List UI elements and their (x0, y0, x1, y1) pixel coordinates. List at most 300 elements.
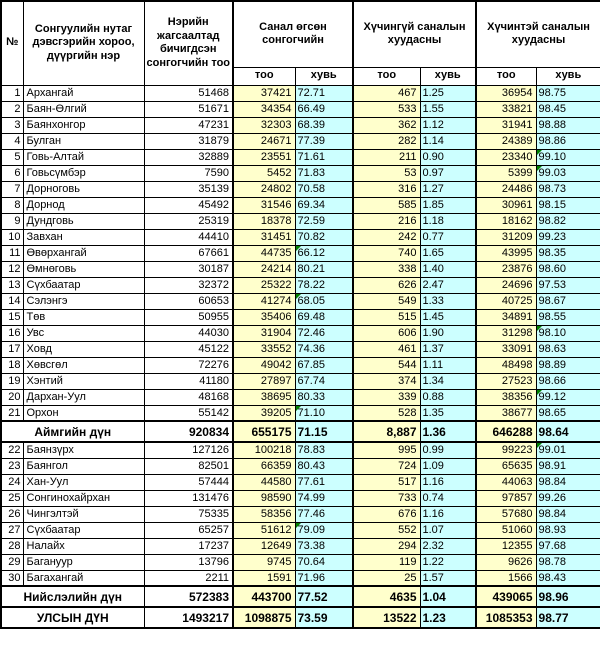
cell-invalid-percent[interactable]: 1.36 (420, 421, 476, 442)
cell-valid-percent[interactable]: 97.53 (536, 277, 600, 293)
cell-row-number[interactable]: 3 (1, 117, 23, 133)
cell-row-number[interactable]: 29 (1, 554, 23, 570)
cell-invalid-count[interactable]: 362 (353, 117, 420, 133)
subheader-invalid-percent[interactable]: хувь (420, 67, 476, 85)
cell-voted-count[interactable]: 44735 (233, 245, 295, 261)
cell-voted-count[interactable]: 39205 (233, 405, 295, 421)
cell-row-number[interactable]: 16 (1, 325, 23, 341)
cell-voted-count[interactable]: 9745 (233, 554, 295, 570)
cell-invalid-percent[interactable]: 1.55 (420, 101, 476, 117)
cell-voted-percent[interactable]: 70.58 (295, 181, 353, 197)
cell-valid-percent[interactable]: 98.55 (536, 309, 600, 325)
cell-row-number[interactable]: 7 (1, 181, 23, 197)
cell-row-number[interactable]: 1 (1, 85, 23, 101)
cell-voted-percent[interactable]: 69.34 (295, 197, 353, 213)
cell-row-number[interactable]: 11 (1, 245, 23, 261)
cell-district-name[interactable]: Дорнод (23, 197, 144, 213)
cell-voted-count[interactable]: 44580 (233, 474, 295, 490)
cell-voted-count[interactable]: 31451 (233, 229, 295, 245)
cell-valid-count[interactable]: 33821 (476, 101, 536, 117)
cell-invalid-count[interactable]: 294 (353, 538, 420, 554)
cell-district-name[interactable]: Баян-Өлгий (23, 101, 144, 117)
cell-district-name[interactable]: Дархан-Уул (23, 389, 144, 405)
cell-valid-count[interactable]: 38356 (476, 389, 536, 405)
cell-registered-voters[interactable]: 31879 (144, 133, 233, 149)
header-cell-district-name[interactable]: Сонгуулийн нутаг дэвсгэрийн хороо, дүүргийн нэр (23, 1, 144, 85)
cell-valid-count[interactable]: 65635 (476, 458, 536, 474)
cell-row-number[interactable]: 22 (1, 442, 23, 458)
cell-registered-voters[interactable]: 57444 (144, 474, 233, 490)
cell-district-name[interactable]: Баянзүрх (23, 442, 144, 458)
cell-registered-voters[interactable]: 75335 (144, 506, 233, 522)
cell-valid-percent[interactable]: 98.89 (536, 357, 600, 373)
cell-valid-percent[interactable]: 98.84 (536, 474, 600, 490)
cell-valid-count[interactable]: 5399 (476, 165, 536, 181)
cell-invalid-percent[interactable]: 1.16 (420, 474, 476, 490)
cell-invalid-count[interactable]: 119 (353, 554, 420, 570)
cell-invalid-percent[interactable]: 0.99 (420, 442, 476, 458)
cell-voted-percent[interactable]: 80.33 (295, 389, 353, 405)
cell-valid-count[interactable]: 31209 (476, 229, 536, 245)
cell-registered-voters[interactable]: 65257 (144, 522, 233, 538)
header-cell-num[interactable]: № (1, 1, 23, 85)
cell-voted-percent[interactable]: 66.49 (295, 101, 353, 117)
cell-valid-percent[interactable]: 98.88 (536, 117, 600, 133)
cell-row-number[interactable]: 6 (1, 165, 23, 181)
cell-voted-count[interactable]: 98590 (233, 490, 295, 506)
cell-district-name[interactable]: Говь-Алтай (23, 149, 144, 165)
cell-voted-percent[interactable]: 79.09 (295, 522, 353, 538)
cell-registered-voters[interactable]: 44030 (144, 325, 233, 341)
cell-valid-count[interactable]: 31298 (476, 325, 536, 341)
cell-voted-percent[interactable]: 78.22 (295, 277, 353, 293)
cell-voted-count[interactable]: 31904 (233, 325, 295, 341)
cell-row-number[interactable]: 14 (1, 293, 23, 309)
cell-district-name[interactable]: Ховд (23, 341, 144, 357)
cell-row-number[interactable]: 15 (1, 309, 23, 325)
cell-registered-voters[interactable]: 13796 (144, 554, 233, 570)
cell-district-name[interactable]: Говьсүмбэр (23, 165, 144, 181)
cell-voted-count[interactable]: 33552 (233, 341, 295, 357)
cell-voted-count[interactable]: 655175 (233, 421, 295, 442)
cell-valid-count[interactable]: 1085353 (476, 607, 536, 628)
cell-district-name[interactable]: Налайх (23, 538, 144, 554)
cell-invalid-count[interactable]: 517 (353, 474, 420, 490)
cell-district-name[interactable]: Увс (23, 325, 144, 341)
cell-invalid-percent[interactable]: 1.65 (420, 245, 476, 261)
cell-valid-count[interactable]: 23340 (476, 149, 536, 165)
cell-registered-voters[interactable]: 51671 (144, 101, 233, 117)
cell-voted-count[interactable]: 1098875 (233, 607, 295, 628)
cell-invalid-percent[interactable]: 1.57 (420, 570, 476, 586)
cell-valid-percent[interactable]: 99.01 (536, 442, 600, 458)
cell-district-name[interactable]: Өмнөговь (23, 261, 144, 277)
cell-invalid-percent[interactable]: 1.40 (420, 261, 476, 277)
cell-invalid-count[interactable]: 461 (353, 341, 420, 357)
cell-invalid-count[interactable]: 533 (353, 101, 420, 117)
subheader-voted-percent[interactable]: хувь (295, 67, 353, 85)
cell-row-number[interactable]: 8 (1, 197, 23, 213)
cell-voted-count[interactable]: 18378 (233, 213, 295, 229)
cell-voted-count[interactable]: 51612 (233, 522, 295, 538)
cell-valid-count[interactable]: 44063 (476, 474, 536, 490)
cell-voted-percent[interactable]: 74.36 (295, 341, 353, 357)
cell-invalid-percent[interactable]: 0.74 (420, 490, 476, 506)
cell-invalid-count[interactable]: 13522 (353, 607, 420, 628)
cell-row-number[interactable]: 17 (1, 341, 23, 357)
cell-voted-percent[interactable]: 67.85 (295, 357, 353, 373)
cell-voted-percent[interactable]: 70.82 (295, 229, 353, 245)
cell-invalid-count[interactable]: 316 (353, 181, 420, 197)
cell-voted-percent[interactable]: 73.38 (295, 538, 353, 554)
cell-invalid-percent[interactable]: 1.09 (420, 458, 476, 474)
cell-voted-count[interactable]: 24214 (233, 261, 295, 277)
cell-invalid-percent[interactable]: 1.37 (420, 341, 476, 357)
cell-invalid-percent[interactable]: 1.11 (420, 357, 476, 373)
cell-district-name[interactable]: Дорноговь (23, 181, 144, 197)
cell-total-label[interactable]: Нийслэлийн дүн (1, 586, 144, 607)
cell-invalid-count[interactable]: 282 (353, 133, 420, 149)
cell-district-name[interactable]: Хэнтий (23, 373, 144, 389)
cell-valid-percent[interactable]: 98.60 (536, 261, 600, 277)
cell-valid-count[interactable]: 33091 (476, 341, 536, 357)
cell-valid-percent[interactable]: 98.45 (536, 101, 600, 117)
cell-row-number[interactable]: 30 (1, 570, 23, 586)
cell-registered-voters[interactable]: 55142 (144, 405, 233, 421)
cell-registered-voters[interactable]: 131476 (144, 490, 233, 506)
cell-registered-voters[interactable]: 25319 (144, 213, 233, 229)
cell-voted-percent[interactable]: 77.46 (295, 506, 353, 522)
cell-district-name[interactable]: Архангай (23, 85, 144, 101)
cell-registered-voters[interactable]: 67661 (144, 245, 233, 261)
cell-district-name[interactable]: Багануур (23, 554, 144, 570)
cell-valid-percent[interactable]: 98.82 (536, 213, 600, 229)
cell-invalid-percent[interactable]: 1.33 (420, 293, 476, 309)
cell-total-label[interactable]: УЛСЫН ДҮН (1, 607, 144, 628)
cell-valid-count[interactable]: 27523 (476, 373, 536, 389)
cell-valid-percent[interactable]: 99.12 (536, 389, 600, 405)
cell-invalid-percent[interactable]: 1.12 (420, 117, 476, 133)
cell-voted-count[interactable]: 58356 (233, 506, 295, 522)
cell-invalid-count[interactable]: 467 (353, 85, 420, 101)
cell-valid-count[interactable]: 24486 (476, 181, 536, 197)
cell-valid-percent[interactable]: 98.78 (536, 554, 600, 570)
cell-invalid-percent[interactable]: 0.90 (420, 149, 476, 165)
header-cell-invalid-ballots-group[interactable]: Хүчингүй саналын хуудасны (353, 1, 476, 67)
cell-valid-count[interactable]: 38677 (476, 405, 536, 421)
cell-row-number[interactable]: 20 (1, 389, 23, 405)
cell-valid-percent[interactable]: 98.43 (536, 570, 600, 586)
subheader-voted-count[interactable]: тоо (233, 67, 295, 85)
cell-voted-count[interactable]: 66359 (233, 458, 295, 474)
cell-voted-count[interactable]: 23551 (233, 149, 295, 165)
cell-row-number[interactable]: 9 (1, 213, 23, 229)
cell-row-number[interactable]: 13 (1, 277, 23, 293)
cell-row-number[interactable]: 27 (1, 522, 23, 538)
cell-voted-count[interactable]: 24802 (233, 181, 295, 197)
cell-voted-percent[interactable]: 68.39 (295, 117, 353, 133)
cell-voted-percent[interactable]: 71.96 (295, 570, 353, 586)
cell-row-number[interactable]: 19 (1, 373, 23, 389)
cell-valid-percent[interactable]: 98.75 (536, 85, 600, 101)
cell-valid-count[interactable]: 30961 (476, 197, 536, 213)
cell-invalid-count[interactable]: 606 (353, 325, 420, 341)
cell-invalid-count[interactable]: 626 (353, 277, 420, 293)
cell-invalid-count[interactable]: 552 (353, 522, 420, 538)
cell-valid-percent[interactable]: 98.93 (536, 522, 600, 538)
cell-district-name[interactable]: Булган (23, 133, 144, 149)
cell-valid-percent[interactable]: 98.15 (536, 197, 600, 213)
cell-voted-count[interactable]: 31546 (233, 197, 295, 213)
cell-invalid-count[interactable]: 53 (353, 165, 420, 181)
cell-row-number[interactable]: 4 (1, 133, 23, 149)
cell-voted-count[interactable]: 34354 (233, 101, 295, 117)
cell-registered-voters[interactable]: 35139 (144, 181, 233, 197)
cell-voted-percent[interactable]: 77.39 (295, 133, 353, 149)
cell-district-name[interactable]: Хан-Уул (23, 474, 144, 490)
cell-registered-voters[interactable]: 45122 (144, 341, 233, 357)
cell-voted-percent[interactable]: 69.48 (295, 309, 353, 325)
cell-registered-voters[interactable]: 572383 (144, 586, 233, 607)
cell-voted-percent[interactable]: 71.61 (295, 149, 353, 165)
cell-voted-percent[interactable]: 77.61 (295, 474, 353, 490)
cell-registered-voters[interactable]: 60653 (144, 293, 233, 309)
cell-row-number[interactable]: 28 (1, 538, 23, 554)
cell-district-name[interactable]: Өвөрхангай (23, 245, 144, 261)
cell-voted-count[interactable]: 32303 (233, 117, 295, 133)
cell-invalid-percent[interactable]: 0.77 (420, 229, 476, 245)
cell-total-label[interactable]: Аймгийн дүн (1, 421, 144, 442)
cell-voted-count[interactable]: 443700 (233, 586, 295, 607)
cell-voted-percent[interactable]: 80.43 (295, 458, 353, 474)
cell-invalid-count[interactable]: 8,887 (353, 421, 420, 442)
cell-valid-count[interactable]: 23876 (476, 261, 536, 277)
cell-district-name[interactable]: Баянгол (23, 458, 144, 474)
cell-voted-count[interactable]: 24671 (233, 133, 295, 149)
cell-valid-count[interactable]: 646288 (476, 421, 536, 442)
subheader-valid-count[interactable]: тоо (476, 67, 536, 85)
cell-invalid-count[interactable]: 25 (353, 570, 420, 586)
cell-registered-voters[interactable]: 72276 (144, 357, 233, 373)
cell-valid-percent[interactable]: 98.91 (536, 458, 600, 474)
cell-valid-count[interactable]: 51060 (476, 522, 536, 538)
cell-row-number[interactable]: 24 (1, 474, 23, 490)
cell-invalid-percent[interactable]: 1.23 (420, 607, 476, 628)
cell-voted-count[interactable]: 41274 (233, 293, 295, 309)
cell-valid-percent[interactable]: 98.73 (536, 181, 600, 197)
cell-district-name[interactable]: Дундговь (23, 213, 144, 229)
cell-valid-percent[interactable]: 98.77 (536, 607, 600, 628)
cell-voted-percent[interactable]: 74.99 (295, 490, 353, 506)
cell-registered-voters[interactable]: 50955 (144, 309, 233, 325)
cell-voted-percent[interactable]: 78.83 (295, 442, 353, 458)
cell-voted-count[interactable]: 49042 (233, 357, 295, 373)
cell-voted-count[interactable]: 100218 (233, 442, 295, 458)
cell-invalid-percent[interactable]: 1.22 (420, 554, 476, 570)
cell-invalid-percent[interactable]: 1.18 (420, 213, 476, 229)
cell-valid-count[interactable]: 57680 (476, 506, 536, 522)
cell-valid-count[interactable]: 99223 (476, 442, 536, 458)
cell-voted-percent[interactable]: 71.15 (295, 421, 353, 442)
cell-row-number[interactable]: 26 (1, 506, 23, 522)
cell-valid-count[interactable]: 34891 (476, 309, 536, 325)
cell-invalid-percent[interactable]: 1.34 (420, 373, 476, 389)
cell-invalid-percent[interactable]: 2.32 (420, 538, 476, 554)
cell-registered-voters[interactable]: 47231 (144, 117, 233, 133)
cell-valid-count[interactable]: 40725 (476, 293, 536, 309)
cell-invalid-percent[interactable]: 1.04 (420, 586, 476, 607)
cell-voted-percent[interactable]: 67.74 (295, 373, 353, 389)
cell-voted-percent[interactable]: 77.52 (295, 586, 353, 607)
cell-valid-percent[interactable]: 99.23 (536, 229, 600, 245)
cell-invalid-percent[interactable]: 1.90 (420, 325, 476, 341)
cell-row-number[interactable]: 5 (1, 149, 23, 165)
cell-row-number[interactable]: 23 (1, 458, 23, 474)
cell-registered-voters[interactable]: 127126 (144, 442, 233, 458)
cell-valid-count[interactable]: 9626 (476, 554, 536, 570)
cell-voted-percent[interactable]: 72.59 (295, 213, 353, 229)
cell-valid-count[interactable]: 439065 (476, 586, 536, 607)
cell-valid-count[interactable]: 24696 (476, 277, 536, 293)
cell-voted-count[interactable]: 12649 (233, 538, 295, 554)
cell-district-name[interactable]: Завхан (23, 229, 144, 245)
cell-registered-voters[interactable]: 41180 (144, 373, 233, 389)
cell-invalid-percent[interactable]: 1.35 (420, 405, 476, 421)
cell-invalid-percent[interactable]: 1.07 (420, 522, 476, 538)
cell-invalid-count[interactable]: 740 (353, 245, 420, 261)
cell-district-name[interactable]: Багахангай (23, 570, 144, 586)
cell-district-name[interactable]: Чингэлтэй (23, 506, 144, 522)
cell-valid-percent[interactable]: 99.26 (536, 490, 600, 506)
cell-valid-percent[interactable]: 98.84 (536, 506, 600, 522)
cell-registered-voters[interactable]: 7590 (144, 165, 233, 181)
cell-voted-count[interactable]: 25322 (233, 277, 295, 293)
cell-voted-percent[interactable]: 72.46 (295, 325, 353, 341)
cell-invalid-percent[interactable]: 1.16 (420, 506, 476, 522)
cell-district-name[interactable]: Хөвсгөл (23, 357, 144, 373)
cell-voted-count[interactable]: 27897 (233, 373, 295, 389)
cell-invalid-count[interactable]: 338 (353, 261, 420, 277)
cell-voted-percent[interactable]: 73.59 (295, 607, 353, 628)
cell-valid-percent[interactable]: 98.63 (536, 341, 600, 357)
cell-voted-percent[interactable]: 72.71 (295, 85, 353, 101)
cell-voted-count[interactable]: 35406 (233, 309, 295, 325)
cell-registered-voters[interactable]: 44410 (144, 229, 233, 245)
cell-registered-voters[interactable]: 32889 (144, 149, 233, 165)
cell-voted-count[interactable]: 5452 (233, 165, 295, 181)
cell-valid-percent[interactable]: 98.65 (536, 405, 600, 421)
cell-voted-percent[interactable]: 70.64 (295, 554, 353, 570)
cell-invalid-percent[interactable]: 1.45 (420, 309, 476, 325)
cell-district-name[interactable]: Орхон (23, 405, 144, 421)
cell-valid-percent[interactable]: 98.35 (536, 245, 600, 261)
cell-valid-percent[interactable]: 99.03 (536, 165, 600, 181)
cell-valid-percent[interactable]: 97.68 (536, 538, 600, 554)
subheader-valid-percent[interactable]: хувь (536, 67, 600, 85)
cell-invalid-count[interactable]: 676 (353, 506, 420, 522)
cell-registered-voters[interactable]: 82501 (144, 458, 233, 474)
header-cell-registered-voters[interactable]: Нэрийн жагсаалтад бичигдсэн сонгогчийн тоо (144, 1, 233, 85)
cell-invalid-percent[interactable]: 1.14 (420, 133, 476, 149)
cell-invalid-count[interactable]: 515 (353, 309, 420, 325)
cell-registered-voters[interactable]: 32372 (144, 277, 233, 293)
cell-valid-count[interactable]: 36954 (476, 85, 536, 101)
cell-invalid-count[interactable]: 374 (353, 373, 420, 389)
cell-valid-count[interactable]: 31941 (476, 117, 536, 133)
cell-voted-percent[interactable]: 71.10 (295, 405, 353, 421)
cell-invalid-count[interactable]: 4635 (353, 586, 420, 607)
cell-valid-count[interactable]: 48498 (476, 357, 536, 373)
cell-row-number[interactable]: 25 (1, 490, 23, 506)
cell-row-number[interactable]: 10 (1, 229, 23, 245)
cell-district-name[interactable]: Сүхбаатар (23, 522, 144, 538)
cell-invalid-percent[interactable]: 1.25 (420, 85, 476, 101)
cell-invalid-count[interactable]: 724 (353, 458, 420, 474)
cell-row-number[interactable]: 12 (1, 261, 23, 277)
cell-valid-count[interactable]: 97857 (476, 490, 536, 506)
cell-district-name[interactable]: Сэлэнгэ (23, 293, 144, 309)
cell-invalid-count[interactable]: 528 (353, 405, 420, 421)
cell-registered-voters[interactable]: 51468 (144, 85, 233, 101)
cell-registered-voters[interactable]: 17237 (144, 538, 233, 554)
cell-valid-count[interactable]: 1566 (476, 570, 536, 586)
cell-invalid-percent[interactable]: 0.97 (420, 165, 476, 181)
cell-valid-percent[interactable]: 98.96 (536, 586, 600, 607)
cell-invalid-count[interactable]: 995 (353, 442, 420, 458)
cell-voted-percent[interactable]: 80.21 (295, 261, 353, 277)
cell-district-name[interactable]: Төв (23, 309, 144, 325)
cell-voted-percent[interactable]: 71.83 (295, 165, 353, 181)
cell-invalid-count[interactable]: 733 (353, 490, 420, 506)
cell-registered-voters[interactable]: 30187 (144, 261, 233, 277)
cell-row-number[interactable]: 18 (1, 357, 23, 373)
cell-valid-count[interactable]: 43995 (476, 245, 536, 261)
cell-district-name[interactable]: Сүхбаатар (23, 277, 144, 293)
cell-valid-count[interactable]: 24389 (476, 133, 536, 149)
cell-invalid-percent[interactable]: 1.27 (420, 181, 476, 197)
cell-voted-count[interactable]: 38695 (233, 389, 295, 405)
cell-invalid-count[interactable]: 549 (353, 293, 420, 309)
cell-voted-percent[interactable]: 68.05 (295, 293, 353, 309)
cell-row-number[interactable]: 21 (1, 405, 23, 421)
cell-invalid-count[interactable]: 216 (353, 213, 420, 229)
cell-valid-count[interactable]: 12355 (476, 538, 536, 554)
cell-invalid-count[interactable]: 211 (353, 149, 420, 165)
cell-registered-voters[interactable]: 48168 (144, 389, 233, 405)
cell-invalid-count[interactable]: 585 (353, 197, 420, 213)
cell-district-name[interactable]: Баянхонгор (23, 117, 144, 133)
cell-voted-count[interactable]: 1591 (233, 570, 295, 586)
cell-registered-voters[interactable]: 920834 (144, 421, 233, 442)
cell-voted-count[interactable]: 37421 (233, 85, 295, 101)
cell-row-number[interactable]: 2 (1, 101, 23, 117)
cell-valid-percent[interactable]: 98.86 (536, 133, 600, 149)
cell-invalid-percent[interactable]: 1.85 (420, 197, 476, 213)
cell-valid-percent[interactable]: 98.67 (536, 293, 600, 309)
cell-district-name[interactable]: Сонгинохайрхан (23, 490, 144, 506)
cell-valid-percent[interactable]: 99.10 (536, 149, 600, 165)
cell-registered-voters[interactable]: 1493217 (144, 607, 233, 628)
cell-valid-count[interactable]: 18162 (476, 213, 536, 229)
cell-invalid-count[interactable]: 544 (353, 357, 420, 373)
cell-invalid-count[interactable]: 339 (353, 389, 420, 405)
cell-registered-voters[interactable]: 45492 (144, 197, 233, 213)
cell-valid-percent[interactable]: 98.10 (536, 325, 600, 341)
cell-invalid-percent[interactable]: 0.88 (420, 389, 476, 405)
header-cell-valid-ballots-group[interactable]: Хүчинтэй саналын хуудасны (476, 1, 600, 67)
cell-invalid-count[interactable]: 242 (353, 229, 420, 245)
cell-registered-voters[interactable]: 2211 (144, 570, 233, 586)
